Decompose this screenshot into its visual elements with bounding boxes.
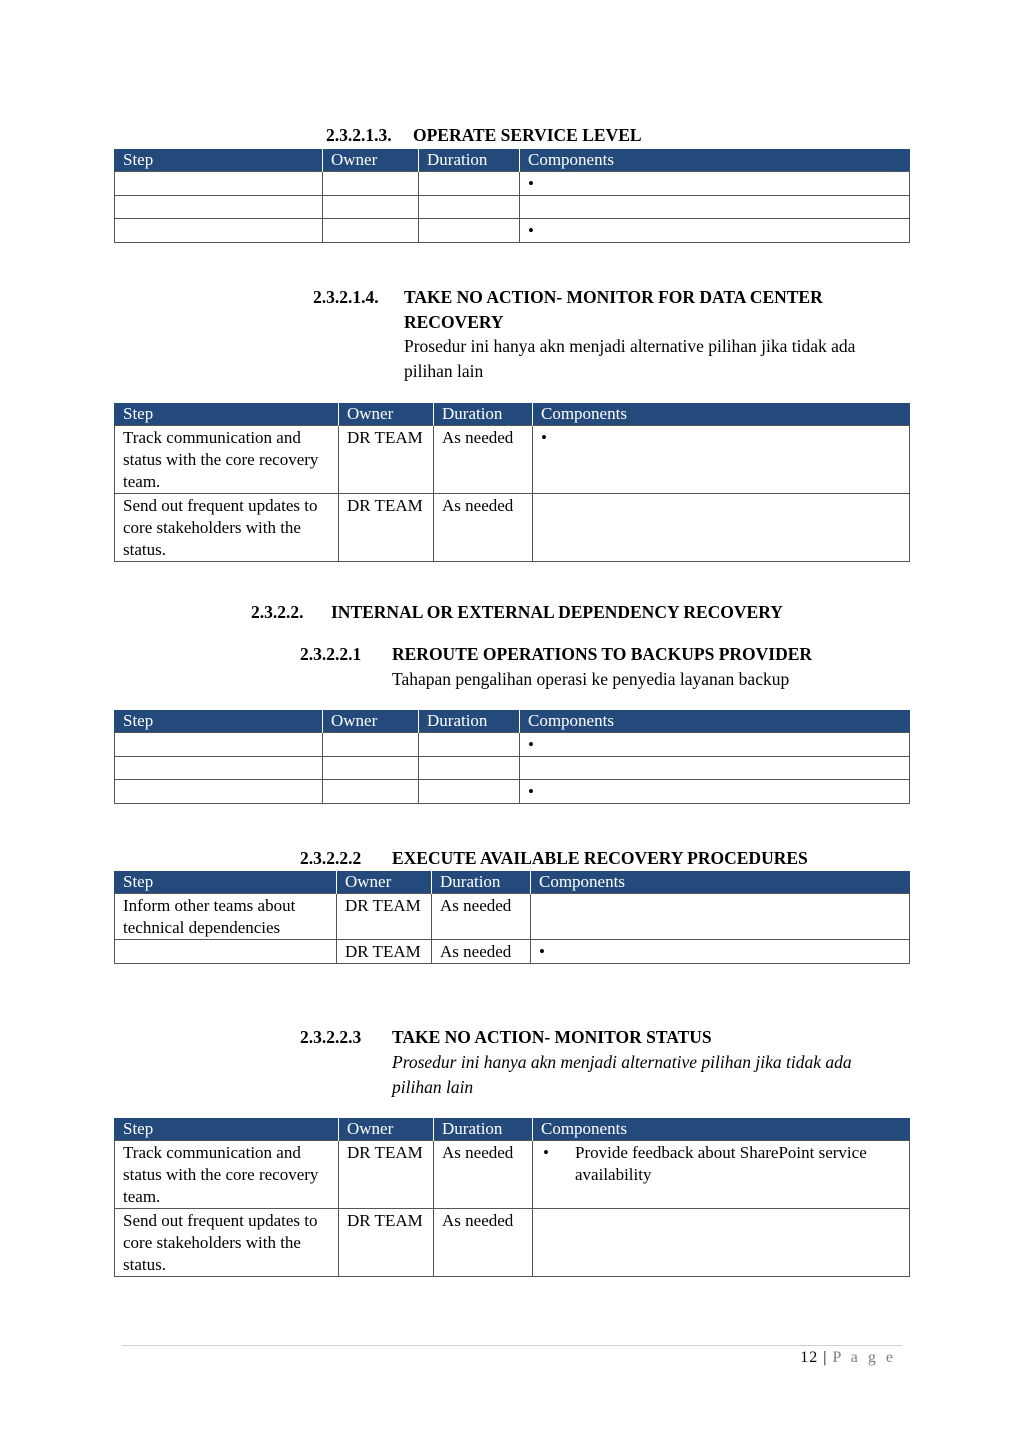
section-number: 2.3.2.2.2 xyxy=(300,848,362,868)
page-footer xyxy=(800,1349,896,1367)
step-cell: Track communication and status with the core recovery team. xyxy=(115,1141,339,1209)
header-components: Components xyxy=(533,403,910,426)
owner-cell: DR TEAM xyxy=(337,940,432,964)
table-row xyxy=(115,196,910,219)
bullet: • xyxy=(543,1143,549,1162)
section-heading-2-3-2-2-3 xyxy=(300,1025,880,1049)
owner-cell: DR TEAM xyxy=(339,426,434,494)
header-step: Step xyxy=(115,149,323,172)
step-cell: Inform other teams about technical dependencies xyxy=(115,894,337,940)
section-description: Prosedur ini hanya akn menjadi alternative pilihan jika tidak ada pilihan lain xyxy=(404,336,856,381)
bullet: • xyxy=(528,782,534,801)
header-owner: Owner xyxy=(323,149,419,172)
header-duration: Duration xyxy=(419,710,520,733)
owner-cell: DR TEAM xyxy=(339,1141,434,1209)
header-components: Components xyxy=(520,149,910,172)
duration-cell: As needed xyxy=(434,494,533,562)
header-duration: Duration xyxy=(434,403,533,426)
execute-recovery-table xyxy=(114,871,910,964)
duration-cell: As needed xyxy=(434,1209,533,1277)
table-row xyxy=(115,757,910,780)
bullet: • xyxy=(539,942,545,961)
component-text: Provide feedback about SharePoint service availability xyxy=(575,1143,867,1184)
bullet: • xyxy=(528,735,534,754)
section-heading-2-3-2-2-2 xyxy=(300,846,880,870)
monitor-dc-recovery-table xyxy=(114,403,910,562)
header-components: Components xyxy=(533,1118,910,1141)
header-owner: Owner xyxy=(339,1118,434,1141)
monitor-status-table xyxy=(114,1118,910,1277)
bullet: • xyxy=(541,428,547,447)
header-owner: Owner xyxy=(337,871,432,894)
header-step: Step xyxy=(115,710,323,733)
header-duration: Duration xyxy=(434,1118,533,1141)
page-number: 12 xyxy=(800,1349,819,1366)
section-number: 2.3.2.1.3. xyxy=(326,125,392,145)
header-step: Step xyxy=(115,403,339,426)
footer-divider xyxy=(122,1345,902,1346)
duration-cell: As needed xyxy=(434,426,533,494)
section-number: 2.3.2.2.1 xyxy=(300,644,362,664)
table-row xyxy=(115,894,910,940)
section-title-line-1: TAKE NO ACTION- MONITOR FOR DATA CENTER xyxy=(404,287,823,307)
header-owner: Owner xyxy=(323,710,419,733)
table-row xyxy=(115,780,910,804)
header-components: Components xyxy=(531,871,910,894)
section-title: REROUTE OPERATIONS TO BACKUPS PROVIDER xyxy=(392,644,813,664)
owner-cell: DR TEAM xyxy=(337,894,432,940)
table-row xyxy=(115,940,910,964)
section-description: Tahapan pengalihan operasi ke penyedia layanan backup xyxy=(392,669,790,689)
bullet: • xyxy=(528,174,534,193)
duration-cell: As needed xyxy=(432,940,531,964)
section-number: 2.3.2.2. xyxy=(251,602,304,622)
operate-service-level-table xyxy=(114,149,910,243)
section-number: 2.3.2.2.3 xyxy=(300,1027,362,1047)
header-owner: Owner xyxy=(339,403,434,426)
step-cell: Send out frequent updates to core stakeholders with the status. xyxy=(115,494,339,562)
owner-cell: DR TEAM xyxy=(339,1209,434,1277)
bullet: • xyxy=(528,221,534,240)
section-title-line-2: RECOVERY xyxy=(404,312,504,332)
section-title: EXECUTE AVAILABLE RECOVERY PROCEDURES xyxy=(392,848,808,868)
header-step: Step xyxy=(115,1118,339,1141)
section-heading-2-3-2-2-1 xyxy=(300,642,880,666)
page-label: P a g e xyxy=(832,1349,896,1366)
section-heading-2-3-2-1-3 xyxy=(326,123,726,147)
owner-cell: DR TEAM xyxy=(339,494,434,562)
table-row xyxy=(115,1141,910,1209)
section-heading-2-3-2-2 xyxy=(251,600,851,624)
section-number: 2.3.2.1.4. xyxy=(313,287,379,307)
section-heading-2-3-2-1-4 xyxy=(313,285,893,335)
section-title: OPERATE SERVICE LEVEL xyxy=(413,125,642,145)
table-row xyxy=(115,494,910,562)
table-row xyxy=(115,1209,910,1277)
table-row xyxy=(115,172,910,196)
step-cell: Send out frequent updates to core stakeholders with the status. xyxy=(115,1209,339,1277)
step-cell: Track communication and status with the core recovery team. xyxy=(115,426,339,494)
header-components: Components xyxy=(520,710,910,733)
footer-separator: | xyxy=(823,1349,828,1366)
table-row xyxy=(115,733,910,757)
reroute-operations-table xyxy=(114,710,910,804)
component-bullet-item xyxy=(541,1142,901,1186)
header-duration: Duration xyxy=(419,149,520,172)
section-title: INTERNAL OR EXTERNAL DEPENDENCY RECOVERY xyxy=(331,602,783,622)
table-row xyxy=(115,219,910,243)
duration-cell: As needed xyxy=(434,1141,533,1209)
step-cell xyxy=(115,940,337,964)
header-duration: Duration xyxy=(432,871,531,894)
section-description: Prosedur ini hanya akn menjadi alternative pilihan jika tidak ada pilihan lain xyxy=(392,1052,852,1097)
section-title: TAKE NO ACTION- MONITOR STATUS xyxy=(392,1027,712,1047)
duration-cell: As needed xyxy=(432,894,531,940)
header-step: Step xyxy=(115,871,337,894)
table-row xyxy=(115,426,910,494)
